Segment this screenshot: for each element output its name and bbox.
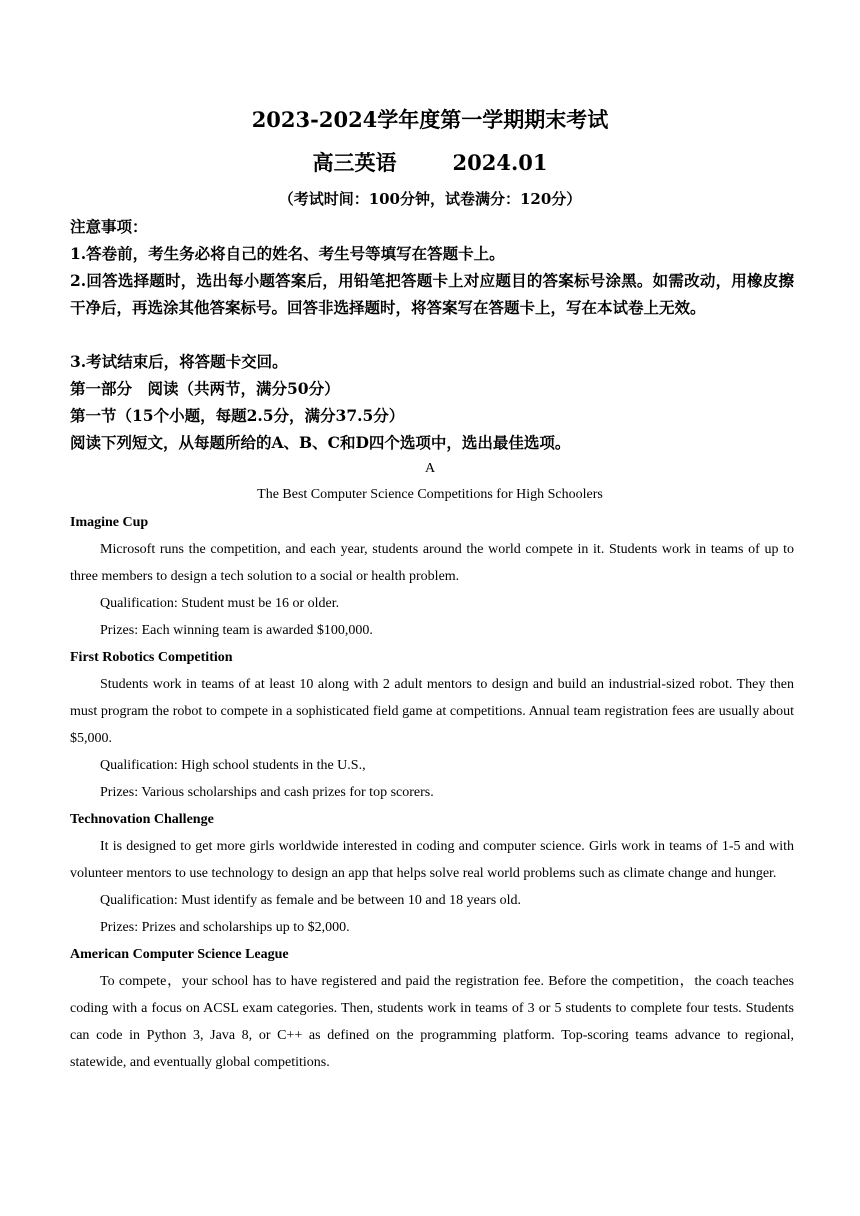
paragraph: Prizes: Each winning team is awarded $100,000.: [100, 623, 373, 638]
subject-line: [0, 147, 860, 177]
reading-instruction: 阅读下列短文，从每题所给的A、B、C和D四个选项中，选出最佳选项。: [70, 433, 571, 452]
note-item-2: 2.回答选择题时，选出每小题答案后，用铅笔把答题卡上对应题目的答案标号涂黑。如需改动，用橡皮擦干净后，再选涂其他答案标号。回答非选择题时，将答案写在答题卡上，写在本试卷上无效。: [70, 271, 794, 317]
passage-body: [70, 509, 794, 1076]
exam-info: （考试时间：100分钟，试卷满分：120分）: [278, 190, 582, 208]
passage-title: The Best Computer Science Competitions for High Schoolers: [257, 487, 603, 502]
paragraph: Prizes: Prizes and scholarships up to $2,000.: [100, 920, 350, 935]
paragraph: Students work in teams of at least 10 along with 2 adult mentors to design and build an industrial-sized robot. They then must program the robot to compete in a sophisticated field game at competitions. Annual team registration fees are usually about $5,000.: [70, 677, 794, 746]
section1-title: 第一节（15个小题，每题2.5分，满分37.5分）: [70, 406, 405, 425]
subject: 高三英语: [312, 150, 397, 175]
section-heading: First Robotics Competition: [70, 650, 233, 665]
exam-title: 2023-2024学年度第一学期期末考试: [251, 107, 609, 132]
paragraph: Prizes: Various scholarships and cash prizes for top scorers.: [100, 785, 434, 800]
paragraph: Microsoft runs the competition, and each year, students around the world compete in it. Students work in teams of up to three members to design a tech solution to a social or health problem.: [70, 542, 794, 584]
section-heading: American Computer Science League: [70, 947, 289, 962]
part1-title: 第一部分 阅读（共两节，满分50分）: [70, 379, 340, 398]
section-heading: Technovation Challenge: [70, 812, 214, 827]
section-heading: Imagine Cup: [70, 515, 149, 530]
note-item-3: 3.考试结束后，将答题卡交回。: [70, 352, 288, 371]
exam-date: 2024.01: [452, 150, 548, 175]
paragraph: To compete，your school has to have registered and paid the registration fee. Before the competition，the coach teaches coding with a focus on ACSL exam categories. Then, students work in teams of 3 or 5 students to complete four tests. Students can code in Python 3, Java 8, or C++ as defined on the programming platform. Top-scoring teams advance to regional, statewide, and eventually global competitions.: [70, 974, 794, 1070]
passage-letter: A: [424, 461, 436, 476]
notes-heading: 注意事项：: [70, 217, 148, 236]
paragraph: It is designed to get more girls worldwide interested in coding and computer science. Girls work in teams of 1-5 and with volunteer mentors to use technology to design an app that helps solve real world problems such as climate change and hunger.: [70, 839, 794, 881]
paragraph: Qualification: Must identify as female and be between 10 and 18 years old.: [100, 893, 522, 908]
paragraph: Qualification: High school students in the U.S.,: [100, 758, 366, 773]
note-item-1: 1.答卷前，考生务必将自己的姓名、考生号等填写在答题卡上。: [70, 244, 505, 263]
paragraph: Qualification: Student must be 16 or older.: [100, 596, 340, 611]
